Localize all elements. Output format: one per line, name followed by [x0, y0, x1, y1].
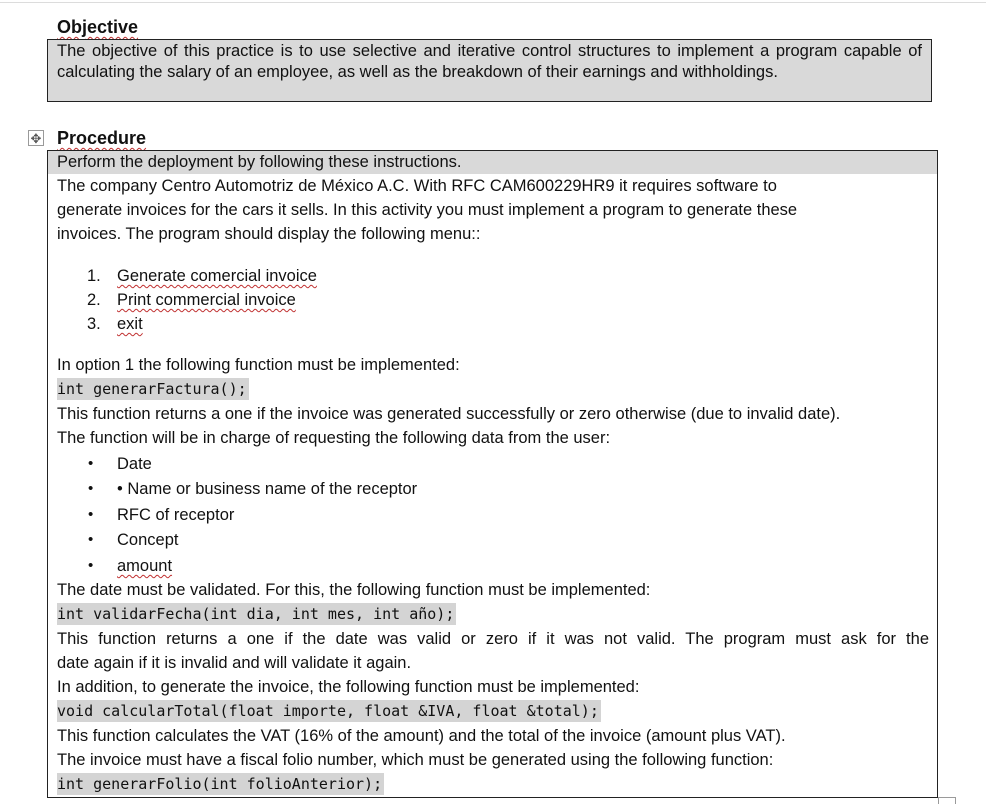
objective-body: The objective of this practice is to use selective and iterative control structures to implement a program capable of calculating the salary of an employee, as well as the breakdown of their earnings and withholdings.	[57, 42, 922, 81]
intro-line-3: invoices. The program should display the following menu::	[57, 225, 481, 243]
objective-box	[47, 39, 932, 102]
table-resize-handle[interactable]	[938, 797, 956, 804]
data-item-rfc: RFC of receptor	[117, 506, 235, 524]
procedure-instruction: Perform the deployment by following these instructions.	[57, 153, 462, 171]
intro-line-1: The company Centro Automotriz de México A.C. With RFC CAM600229HR9 it requires software to	[57, 177, 777, 195]
menu-number-3: 3.	[87, 315, 101, 333]
date-returns-line-2: date again if it is invalid and will validate it again.	[57, 654, 412, 672]
bullet-4: •	[88, 531, 94, 548]
bullet-1: •	[88, 455, 94, 472]
requests-text: The function will be in charge of requesting the following data from the user:	[57, 429, 611, 447]
menu-number-2: 2.	[87, 291, 101, 309]
returns-text: This function returns a one if the invoice was generated successfully or zero otherwise (due to invalid date).	[57, 405, 841, 423]
code-calcular-total: void calcularTotal(float importe, float &IVA, float &total);	[57, 702, 599, 720]
code-validar-fecha: int validarFecha(int dia, int mes, int año);	[57, 605, 455, 623]
vat-text: This function calculates the VAT (16% of the amount) and the total of the invoice (amount plus VAT).	[57, 727, 786, 745]
menu-number-1: 1.	[87, 267, 101, 285]
table-move-handle-icon[interactable]: ✥	[28, 130, 44, 146]
data-item-amount: amount	[117, 557, 173, 575]
menu-item-3: exit	[117, 315, 143, 333]
bullet-5: •	[88, 557, 94, 574]
menu-item-2: Print commercial invoice	[117, 291, 296, 309]
option1-text: In option 1 the following function must be implemented:	[57, 356, 460, 374]
folio-text: The invoice must have a fiscal folio number, which must be generated using the following function:	[57, 751, 774, 769]
code-generar-factura: int generarFactura();	[57, 380, 247, 398]
procedure-instruction-bar	[47, 150, 938, 175]
date-validate-text: The date must be validated. For this, the following function must be implemented:	[57, 581, 651, 599]
total-text: In addition, to generate the invoice, the following function must be implemented:	[57, 678, 640, 696]
page-top-divider	[0, 2, 986, 3]
procedure-heading: Procedure	[57, 128, 147, 148]
menu-item-1: Generate comercial invoice	[117, 267, 317, 285]
data-item-date: Date	[117, 455, 152, 473]
bullet-2: •	[88, 480, 94, 497]
objective-heading: Objective	[57, 17, 139, 37]
date-returns-line-1: This function returns a one if the date was valid or zero if it was not valid. The program must ask for the	[57, 630, 929, 648]
bullet-3: •	[88, 506, 94, 523]
code-generar-folio: int generarFolio(int folioAnterior);	[57, 775, 383, 793]
intro-line-2: generate invoices for the cars it sells. In this activity you must implement a program to generate these	[57, 201, 798, 219]
data-item-concept: Concept	[117, 531, 179, 549]
data-item-name: • Name or business name of the receptor	[117, 480, 418, 498]
